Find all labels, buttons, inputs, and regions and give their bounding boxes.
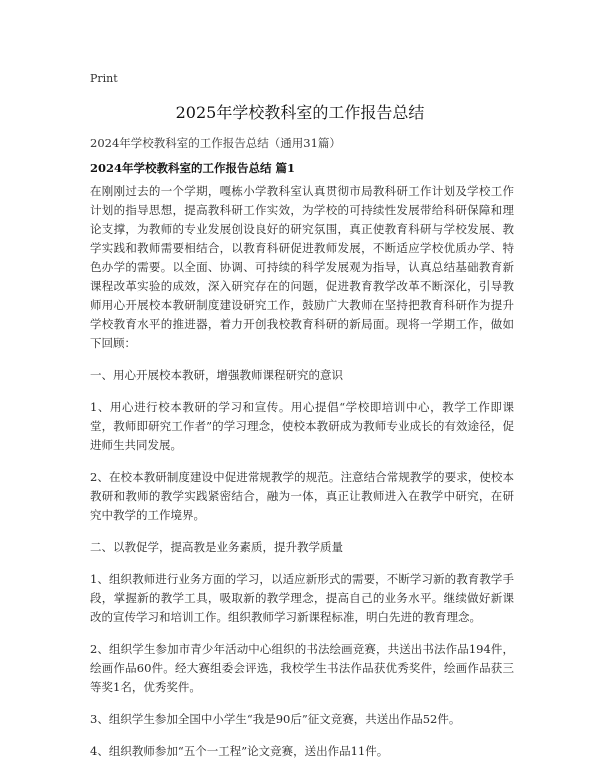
paragraph-intro: 在刚刚过去的一个学期，嘎栋小学教科室认真贯彻市局教科研工作计划及学校工作计划的指导思想，提高教科研工作实效，为学校的可持续性发展带给科研保障和理论支撑，为教师的专业发展创设良好的研究氛围，真正使教育科研与学校发展、教学实践和教师需要相结合，以教育科研促进教师发展，不断适应学校优质办学、特色办学的需要。以全面、协调、可持续的科学发展观为指导，认真总结基础教育新课程改革实验的成效，深入研究存在的问题，促进教育教学改革不断深化，引导教师用心开展校本教研制度建设研究工作，鼓励广大教师在坚持把教育科研作为提升学校教育水平的推进器，着力开创我校教育科研的新局面。现将一学期工作，做如下回顾： [90,184,514,350]
document-body [90,182,514,774]
print-label[interactable]: Print [90,72,118,85]
document-title: 2025年学校教科室的工作报告总结 [175,103,425,122]
paragraph-item: 2、在校本教研制度建设中促进常规教学的规范。注意结合常规教学的要求，使校本教研和教师的教学实践紧密结合，融为一体，真正让教师进入在教学中研究，在研究中教学的工作境界。 [90,470,514,522]
paragraph-item: 3、组织学生参加全国中小学生“我是90后”征文竞赛，共送出作品52件。 [90,712,461,726]
paragraph-item: 4、组织教师参加“五个一工程”论文竞赛，送出作品11件。 [90,744,389,758]
paragraph-heading-2: 二、以教促学，提高教是业务素质，提升教学质量 [90,540,343,554]
document-subtitle: 2024年学校教科室的工作报告总结（通用31篇） [90,136,341,150]
paragraph-item: 1、用心进行校本教研的学习和宣传。用心提倡“学校即培训中心，教学工作即课堂，教师即研究工作者”的学习理念，使校本教研成为教师专业成长的有效途径，促进师生共同发展。 [90,400,514,452]
section-heading: 2024年学校教科室的工作报告总结 篇1 [90,161,296,175]
paragraph-item: 1、组织教师进行业务方面的学习，以适应新形式的需要，不断学习新的教育教学手段，掌握新的教学工具，吸取新的教学理念，提高自己的业务水平。继续做好新课改的宣传学习和培训工作。组织教师学习新课程标准，明白先进的教育理念。 [90,572,514,624]
paragraph-heading-1: 一、用心开展校本教研，增强教师课程研究的意识 [90,368,343,382]
paragraph-item: 2、组织学生参加市青少年活动中心组织的书法绘画竞赛，共送出书法作品194件，绘画作品60件。经大赛组委会评选，我校学生书法作品获优秀奖件，绘画作品获三等奖1名，优秀奖件。 [90,642,514,694]
